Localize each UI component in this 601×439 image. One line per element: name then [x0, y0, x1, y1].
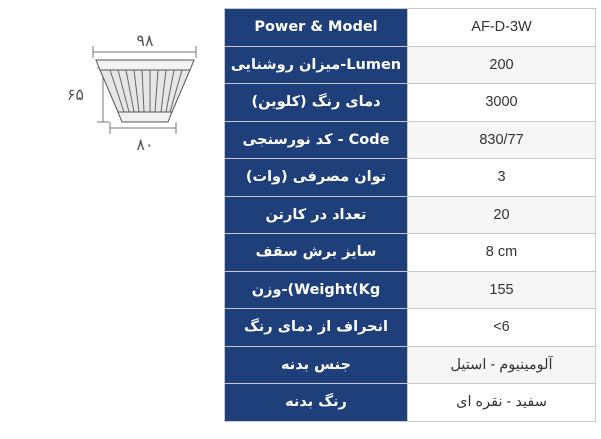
spec-label: Power & Model	[225, 9, 408, 47]
top-width-label: ۹۸	[136, 31, 154, 50]
product-dimension-diagram	[0, 0, 220, 160]
spec-row-power-consumption	[225, 159, 596, 197]
spec-row-photometric-code	[225, 121, 596, 159]
spec-value: AF-D-3W	[408, 9, 596, 47]
spec-value: 3	[408, 159, 596, 197]
spec-row-color-temperature	[225, 84, 596, 122]
spec-row-power-model	[225, 9, 596, 47]
spec-value: 200	[408, 46, 596, 84]
spec-value: 155	[408, 271, 596, 309]
spec-label: توان مصرفی (وات)	[225, 159, 408, 197]
height-label: ۶۵	[66, 85, 84, 104]
spec-label: جنس بدنه	[225, 346, 408, 384]
spec-label: سایز برش سقف	[225, 234, 408, 272]
spec-row-color-deviation	[225, 309, 596, 347]
bottom-width-label: ۸۰	[136, 135, 154, 154]
spec-row-body-material	[225, 346, 596, 384]
spec-label: تعداد در کارتن	[225, 196, 408, 234]
spec-row-body-color	[225, 384, 596, 422]
spec-value: 20	[408, 196, 596, 234]
spec-label: دمای رنگ (کلوین)	[225, 84, 408, 122]
spec-value: 830/77	[408, 121, 596, 159]
spec-label: رنگ بدنه	[225, 384, 408, 422]
spec-value: آلومینیوم - استیل	[408, 346, 596, 384]
spec-label: میزان روشنایی-Lumen	[225, 46, 408, 84]
spec-value: 8 cm	[408, 234, 596, 272]
spec-value: <6	[408, 309, 596, 347]
spec-row-weight	[225, 271, 596, 309]
spec-label: وزن-(Weight(Kg	[225, 271, 408, 309]
spec-row-carton-count	[225, 196, 596, 234]
spec-row-cutout-size	[225, 234, 596, 272]
spec-label: انحراف از دمای رنگ	[225, 309, 408, 347]
spec-table	[224, 8, 596, 422]
spec-value: 3000	[408, 84, 596, 122]
spec-value: سفید - نقره ای	[408, 384, 596, 422]
spec-row-lumen	[225, 46, 596, 84]
spec-label: کد نورسنجی - Code	[225, 121, 408, 159]
